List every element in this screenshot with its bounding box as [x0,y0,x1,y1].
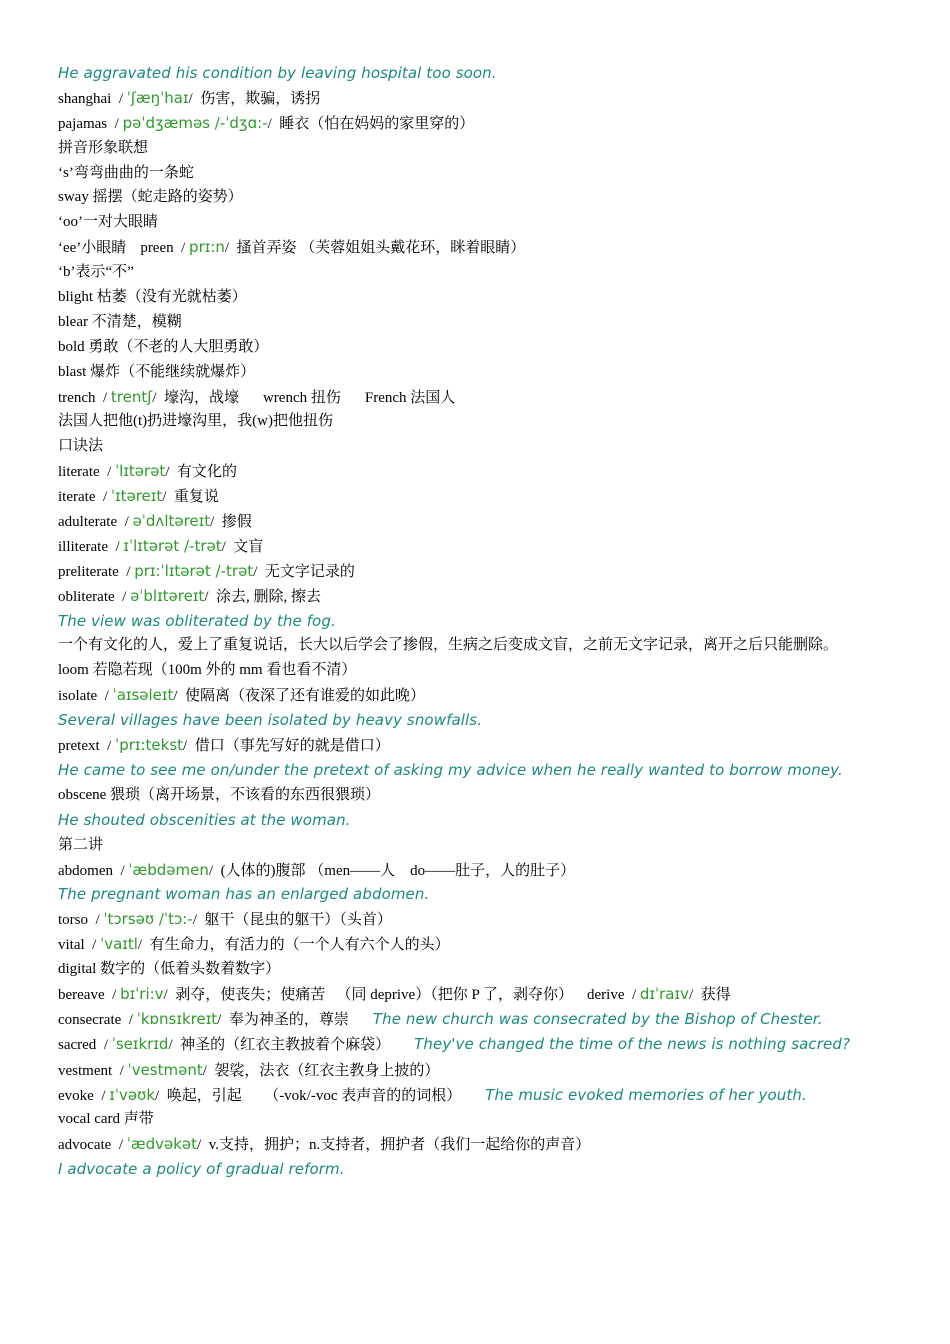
example-text: He aggravated his condition by leaving hospital too soon. [58,64,497,82]
phonetic-open-slash: / [111,1137,127,1154]
phonetic-open-slash: / [112,1062,128,1079]
example-sentence [58,61,892,86]
note-line [58,1107,892,1132]
headword: obliterate [58,588,115,605]
note-text: bold 勇敢（不老的人大胆勇敢） [58,338,269,355]
meaning: v.支持，拥护；n.支持者，拥护者（我们一起给你的声音） [208,1137,591,1154]
headword: sacred [58,1036,97,1053]
prefix-text: ‘ee’小眼睛 [58,240,127,257]
vocab-entry [58,1007,892,1032]
note-text: 第二讲 [58,836,104,853]
phonetic-close-slash: / [217,1011,229,1028]
meaning: 借口（事先写好的就是借口） [194,738,390,755]
phonetic-close-slash: / [162,489,174,506]
headword: trench [58,389,96,406]
phonetic-open-slash: / [93,1087,110,1104]
phonetic-close-slash: / [221,538,234,555]
headword: advocate [58,1137,112,1154]
note-line [58,310,892,335]
phonetic-close-slash: / [192,912,205,929]
phonetic: ˈseɪkrɪd [111,1034,169,1053]
phonetic-close-slash: / [197,1137,209,1154]
meaning: 躯干（昆虫的躯干）（头首） [204,912,392,929]
headword: preen [140,240,174,257]
meaning: 有文化的 [177,464,238,481]
note-text: 拼音形象联想 [58,139,149,156]
headword: vestment [58,1062,113,1079]
headword: abdomen [58,862,113,879]
example-text: The view was obliterated by the fog. [58,611,336,630]
meaning: 无文字记录的 [264,563,355,580]
related-word: French 法国人 [364,389,456,406]
phonetic-open-slash: / [117,514,133,531]
phonetic: ˈtɔrsəʊ /ˈtɔ:- [103,910,193,929]
phonetic-open-slash: / [107,538,124,555]
phonetic: dɪˈraɪv [639,984,689,1003]
example-sentence [58,1157,892,1182]
meaning: 重复说 [173,489,219,506]
note-text: ‘oo’一对大眼睛 [58,214,158,231]
example-sentence [58,808,892,833]
headword: preliterate [58,563,119,580]
note-line [58,409,892,434]
phonetic-open-slash: / [118,563,135,580]
vocab-entry [58,584,892,609]
vocab-entry [58,86,892,111]
example-text: The new church was consecrated by the Bishop of Chester. [372,1009,823,1028]
meaning: 掺假 [221,514,252,531]
document-body [58,61,892,1182]
note-line [58,335,892,360]
vocab-entry [58,459,892,484]
example-sentence [58,882,892,907]
meaning: 文盲 [233,538,264,555]
example-text: The music evoked memories of her youth. [485,1085,807,1104]
phonetic-close-slash: / [173,688,186,705]
phonetic: ˈlɪtərət [115,462,166,481]
vocab-entry [58,484,892,509]
phonetic: bɪˈri:v [120,984,164,1003]
phonetic: ˈʃæŋˈhaɪ [126,88,189,107]
vocab-entry [58,1083,892,1108]
note-line [58,833,892,858]
vocab-entry [58,982,892,1007]
vocab-entry [58,559,892,584]
phonetic-close-slash: / [155,1087,167,1104]
vocab-entry [58,509,892,534]
note-line [58,185,892,210]
vocab-entry [58,1058,892,1083]
meaning: 奉为神圣的，尊崇 [228,1011,349,1028]
note-text: blight 枯萎（没有光就枯萎） [58,289,247,306]
phonetic-open-slash: / [96,1036,112,1053]
phonetic-open-slash: / [624,986,640,1003]
note-text: blast 爆炸（不能继续就爆炸） [58,363,256,380]
phonetic-open-slash: / [88,912,104,929]
headword: vital [58,937,85,954]
note-line [58,161,892,186]
meaning: 剥夺，使丧失；使痛苦 （同 deprive）（把你 P 了，剥夺你） [175,986,573,1003]
note-text: blear 不清楚，模糊 [58,313,182,330]
note-text: 法国人把他(t)扔进壕沟里，我(w)把他扭伤 [58,413,333,430]
phonetic: ˈkɒnsɪkreɪt [136,1009,218,1028]
note-line [58,136,892,161]
headword: shanghai [58,90,112,107]
phonetic-open-slash: / [173,240,190,257]
phonetic-close-slash: / [188,90,201,107]
headword: isolate [58,688,98,705]
headword: torso [58,912,88,929]
note-line [58,783,892,808]
note-text: obscene 猥琐（离开场景，不该看的东西很猥琐） [58,786,381,803]
phonetic-close-slash: / [165,464,177,481]
vocab-entry [58,858,892,883]
phonetic: ɪˈlɪtərət /-trət [123,536,222,555]
vocab-entry [58,111,892,136]
meaning: 涂去, 删除, 擦去 [215,588,321,605]
note-line [58,360,892,385]
note-text: ‘b’表示“不” [58,264,134,281]
note-line [58,434,892,459]
example-sentence [58,609,892,634]
note-text: loom 若隐若现（100m 外的 mm 看也看不清） [58,662,357,679]
meaning: 使隔离（夜深了还有谁爱的如此晚） [185,688,426,705]
headword: pajamas [58,115,108,132]
phonetic-close-slash: / [168,1036,181,1053]
meaning: 搔首弄姿 （芙蓉姐姐头戴花环，眯着眼睛） [236,240,526,257]
phonetic-open-slash: / [84,937,101,954]
phonetic-open-slash: / [112,862,129,879]
phonetic: əˈblɪtəreɪt [130,586,205,605]
note-line [58,957,892,982]
phonetic-open-slash: / [95,389,111,406]
meaning: 袈裟，法衣（红衣主教身上披的） [214,1062,440,1079]
phonetic-close-slash: / [137,937,150,954]
example-text: I advocate a policy of gradual reform. [58,1160,345,1179]
phonetic-close-slash: / [183,738,195,755]
phonetic-close-slash: / [688,986,701,1003]
example-text: The pregnant woman has an enlarged abdomen. [58,885,430,904]
note-line [58,633,892,658]
phonetic-close-slash: / [208,862,221,879]
meaning: 神圣的（红衣主教披着个麻袋） [180,1036,391,1053]
phonetic: ˈaɪsəleɪt [112,686,174,705]
note-line [58,260,892,285]
related-word: wrench 扭伤 [262,389,341,406]
meaning: 唤起，引起 （-vok/-voc 表声音的的词根） [166,1087,462,1104]
meaning: 伤害，欺骗，诱拐 [200,90,321,107]
phonetic-open-slash: / [99,464,116,481]
meaning: 睡衣（怕在妈妈的家里穿的） [279,115,475,132]
vocab-entry [58,1132,892,1157]
phonetic: pəˈdʒæməs /-ˈdʒɑ:- [122,113,268,132]
phonetic-close-slash: / [253,563,265,580]
phonetic-open-slash: / [121,1011,137,1028]
vocab-entry [58,683,892,708]
meaning: 获得 [700,986,731,1003]
example-sentence [58,708,892,733]
phonetic-open-slash: / [107,115,123,132]
meaning: 壕沟，战壕 [163,389,239,406]
phonetic-open-slash: / [97,688,113,705]
phonetic: ˈvestmənt [127,1060,203,1079]
phonetic-open-slash: / [114,588,131,605]
headword: derive [587,986,625,1003]
example-text: He came to see me on/under the pretext of asking my advice when he really wanted to borrow money. [58,760,843,779]
phonetic-open-slash: / [99,738,116,755]
phonetic: ˈɪtəreɪt [110,487,163,506]
vocab-entry [58,932,892,957]
headword: illiterate [58,538,108,555]
phonetic-close-slash: / [202,1062,215,1079]
phonetic: ɪˈvəʊk [109,1085,156,1104]
vocab-entry [58,534,892,559]
example-sentence [58,758,892,783]
note-text: ‘s’弯弯曲曲的一条蛇 [58,164,194,181]
example-text: Several villages have been isolated by heavy snowfalls. [58,711,483,730]
meaning: (人体的)腹部 （men——人 do——肚子，人的肚子） [220,862,576,879]
vocab-entry [58,235,892,260]
phonetic-close-slash: / [224,240,237,257]
headword: adulterate [58,514,118,531]
note-text: sway 摇摆（蛇走路的姿势） [58,189,243,206]
example-text: He shouted obscenities at the woman. [58,810,351,829]
note-text: 口诀法 [58,438,104,455]
phonetic: ˈædvəkət [126,1135,198,1154]
phonetic-close-slash: / [204,588,216,605]
phonetic: prɪ:ˈlɪtərət /-trət [134,561,254,580]
phonetic-close-slash: / [267,115,280,132]
phonetic: ˈæbdəmen [128,860,209,879]
vocab-entry [58,1032,892,1058]
note-line [58,285,892,310]
vocab-entry [58,907,892,932]
note-text: 一个有文化的人，爱上了重复说话，长大以后学会了掺假，生病之后变成文盲，之前无文字记录，离开之后只能删除。 [58,637,839,654]
note-line [58,210,892,235]
note-text: digital 数字的（低着头数着数字） [58,961,281,978]
headword: bereave [58,986,105,1003]
headword: evoke [58,1087,94,1104]
phonetic: ˈvaɪtl [100,935,138,954]
note-text: vocal card 声带 [58,1111,154,1128]
phonetic: prɪ:n [189,238,225,257]
headword: pretext [58,738,100,755]
phonetic-close-slash: / [163,986,176,1003]
phonetic-open-slash: / [95,489,111,506]
phonetic: ˈprɪ:tekst [115,736,184,755]
phonetic-open-slash: / [111,90,127,107]
headword: literate [58,464,100,481]
headword: consecrate [58,1011,122,1028]
phonetic-close-slash: / [210,514,222,531]
example-text: They've changed the time of the news is nothing sacred? [414,1034,851,1053]
meaning: 有生命力，有活力的（一个人有六个人的头） [149,937,450,954]
phonetic: əˈdʌltəreɪt [132,512,211,531]
vocab-entry [58,733,892,758]
headword: iterate [58,489,96,506]
vocab-entry [58,385,892,410]
phonetic-close-slash: / [152,389,164,406]
phonetic: trentʃ [110,387,153,406]
phonetic-open-slash: / [104,986,121,1003]
note-line [58,658,892,683]
